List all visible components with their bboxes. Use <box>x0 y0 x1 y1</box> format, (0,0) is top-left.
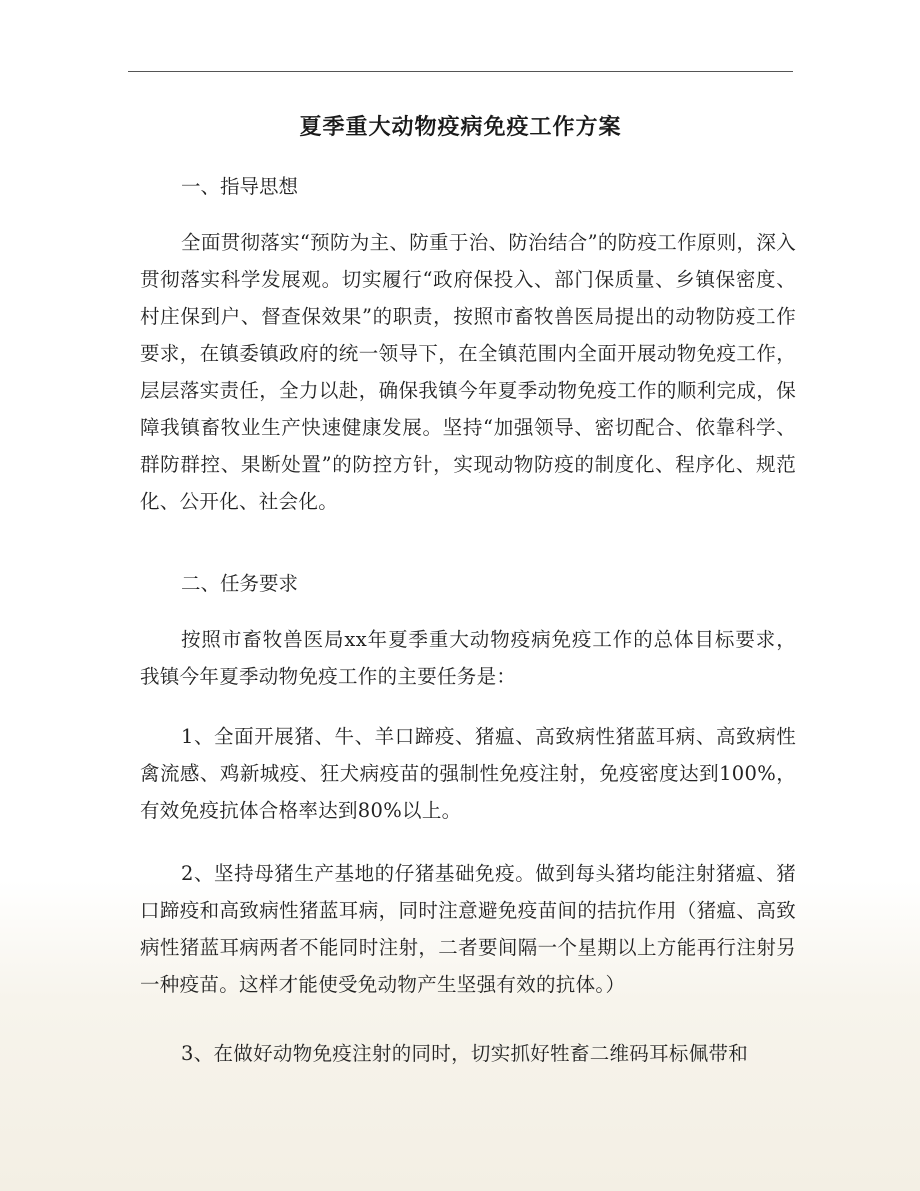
list-item-task-2: 2、坚持母猪生产基地的仔猪基础免疫。做到每头猪均能注射猪瘟、猪口蹄疫和高致病性猪蓝耳病，同时注意避免疫苗间的拮抗作用（猪瘟、高致病性猪蓝耳病两者不能同时注射，二者要间隔一个星期以上方能再行注射另一种疫苗。这样才能使受免动物产生坚强有效的抗体。） <box>140 862 796 996</box>
header-rule <box>128 71 793 72</box>
list-item-task-1: 1、全面开展猪、牛、羊口蹄疫、猪瘟、高致病性猪蓝耳病、高致病性禽流感、鸡新城疫、狂犬病疫苗的强制性免疫注射，免疫密度达到100%，有效免疫抗体合格率达到80%以上。 <box>140 725 796 822</box>
section-heading-guiding-thought: 一、指导思想 <box>181 175 299 198</box>
document-title: 夏季重大动物疫病免疫工作方案 <box>299 114 622 140</box>
list-item-task-3: 3、在做好动物免疫注射的同时，切实抓好牲畜二维码耳标佩带和 <box>181 1042 749 1065</box>
section-heading-task-requirements: 二、任务要求 <box>181 572 299 595</box>
paragraph-guiding-thought: 全面贯彻落实“预防为主、防重于治、防治结合”的防疫工作原则，深入贯彻落实科学发展观。切实履行“政府保投入、部门保质量、乡镇保密度、村庄保到户、督查保效果”的职责，按照市畜牧兽医局提出的动物防疫工作要求，在镇委镇政府的统一领导下，在全镇范围内全面开展动物免疫工作，层层落实责任，全力以赴，确保我镇今年夏季动物免疫工作的顺利完成，保障我镇畜牧业生产快速健康发展。坚持“加强领导、密切配合、依靠科学、群防群控、果断处置”的防控方针，实现动物防疫的制度化、程序化、规范化、公开化、社会化。 <box>140 231 796 513</box>
paragraph-task-intro: 按照市畜牧兽医局xx年夏季重大动物疫病免疫工作的总体目标要求，我镇今年夏季动物免疫工作的主要任务是： <box>140 628 796 688</box>
